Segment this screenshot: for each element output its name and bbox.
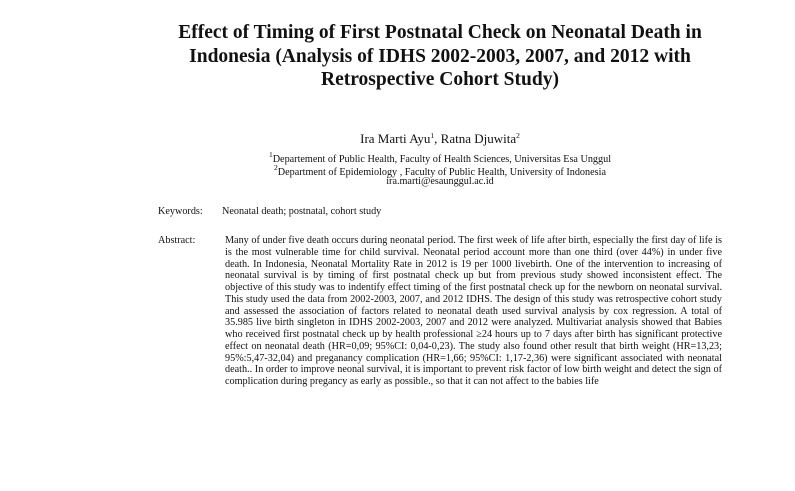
title-line: Indonesia (Analysis of IDHS 2002-2003, 2007, and 2012 with xyxy=(189,45,691,67)
abstract-label: Abstract: xyxy=(158,235,196,246)
affiliation-mark: 2 xyxy=(274,163,278,172)
title-line: Effect of Timing of First Postnatal Check on Neonatal Death in xyxy=(178,22,702,43)
keywords-label: Keywords: xyxy=(158,206,203,217)
author-name: Ira Marti Ayu xyxy=(360,131,431,146)
keywords-text: Neonatal death; postnatal, cohort study xyxy=(222,206,382,217)
author-affiliation-mark: 2 xyxy=(516,131,520,140)
abstract-text: Many of under five death occurs during neonatal period. The first week of life after birth, especially the first day of life is is the most vulnerable time for child survival. Neonatal period account more than one third (over 44%) in under five death. In Indonesia, Neonatal Mortality Rate in 2012 is 19 per 1000 livebirth. One of the intervention to increasing of neonatal survival is by timing of first postnatal check up but from previous study showed inconsistent effect. The objective of this study was to indentify effect timing of the first postnatal check up for the newborn on neonatal survival. This study used the data from 2002-2003, 2007, and 2012 IDHS. The design of this study was retrospective cohort study and assessed the association of factors related to neonatal death used survival analysis by cox regression. A total of 35.985 live birth singleton in IDHS 2002-2003, 2007 and 2012 were analyzed. Multivariat analysis showed that Babies who received first postnatal check up by health professional ≥24 hours up to 7 days after birth has significant protective effect on neonatal death (HR=0,09; 95%CI: 0,04-0,23). The study also found other result that birth weight (HR=13,23; 95%:5,47-32,04) and preganancy complication (HR=1,66; 95%CI: 1,17-2,36) were significant associated with neonatal death.. In order to improve neonal survival, it is important to prevent risk factor of low birth weight and detect the sign of complication during pregancy as early as possible., so that it can not affect to the babies life xyxy=(225,235,722,387)
author-affiliation-mark: 1 xyxy=(430,131,435,140)
author-name: Ratna Djuwita xyxy=(440,131,517,146)
author-list xyxy=(150,128,730,147)
affiliation-mark: 1 xyxy=(268,150,273,159)
affiliation-text: Department of Epidemiology , Faculty of Public Health, University of Indonesia xyxy=(277,167,606,178)
paper-title xyxy=(150,21,730,92)
author-email: ira.marti@esaunggul.ac.id xyxy=(386,176,494,187)
author-separator: , xyxy=(434,131,441,146)
affiliation-text: Departement of Public Health, Faculty of Health Sciences, Universitas Esa Unggul xyxy=(272,154,612,165)
title-line: Retrospective Cohort Study) xyxy=(321,69,559,90)
